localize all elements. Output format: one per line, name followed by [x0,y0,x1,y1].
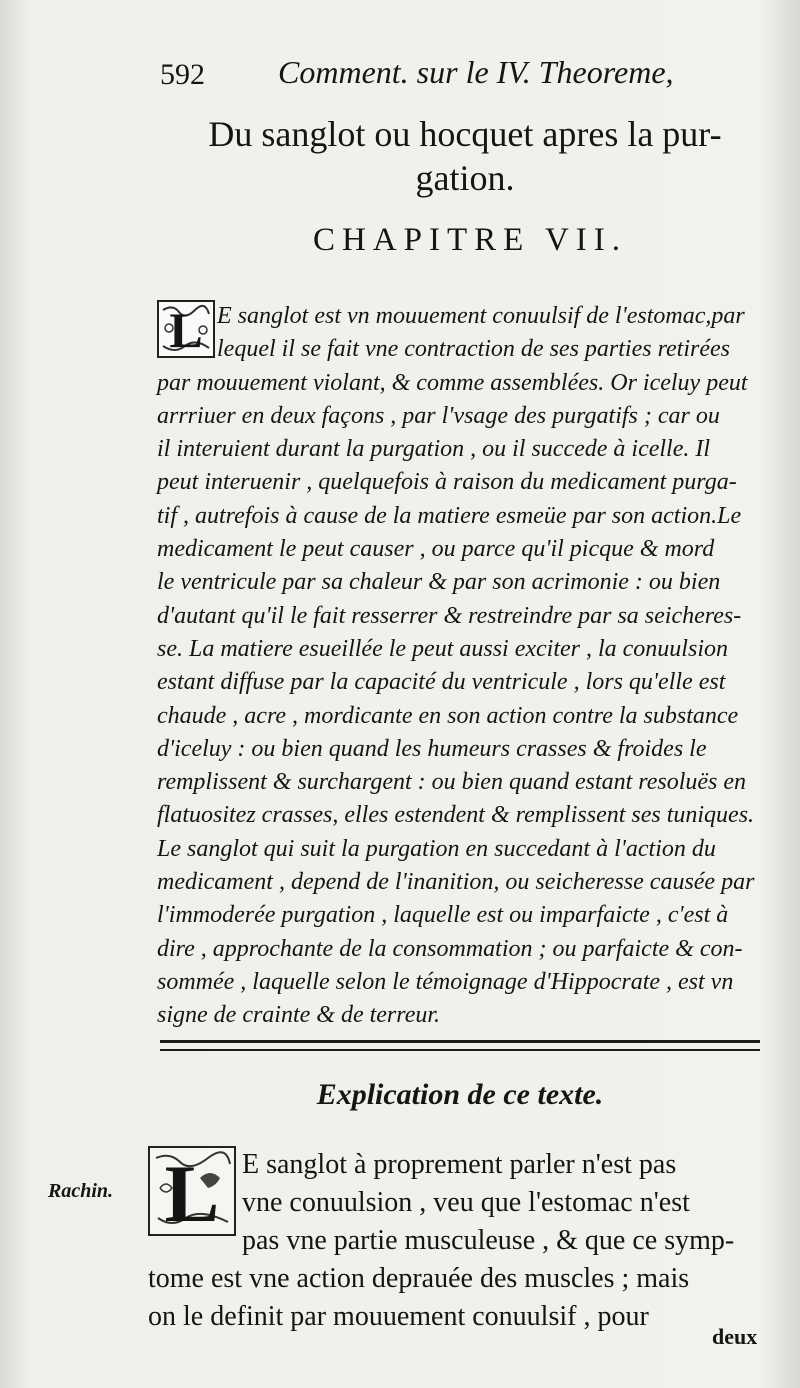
text-line: lequel il se fait vne contraction de ses parties retirées [217,336,730,363]
text-line: estant diffuse par la capacité du ventricule , lors qu'elle est [157,669,726,696]
explication-body-text [148,1146,764,1336]
text-line: d'autant qu'il le fait resserrer & restreindre par sa seicheres- [157,602,742,629]
text-line: remplissent & surchargent : ou bien quand estant resoluës en [157,769,747,796]
page-number: 592 [160,58,205,91]
text-line: signe de crainte & de terreur. [157,1002,441,1029]
initial-letter: L [164,1148,220,1239]
chapter-body-text [157,300,767,1033]
explication-title: Explication de ce texte. [316,1078,604,1111]
text-line: tif , autrefois à cause de la matiere esmeüe par son action.Le [157,502,742,529]
running-head: Comment. sur le IV. Theoreme, [278,54,674,90]
initial-letter: L [169,302,203,358]
text-line: peut interuenir , quelquefois à raison du medicament purga- [157,469,737,496]
text-line: pas vne partie musculeuse , & que ce symp- [242,1225,735,1256]
text-line: par mouuement violant, & comme assemblées. Or iceluy peut [157,369,748,396]
text-line: arrriuer en deux façons , par l'vsage des purgatifs ; car ou [157,402,720,429]
ornamental-initial [148,1146,236,1239]
text-line: il interuient durant la purgation , ou il succede à icelle. Il [157,436,711,463]
text-line: medicament , depend de l'inanition, ou seicheresse causée par [157,869,755,896]
text-line: l'immoderée purgation , laquelle est ou imparfaicte , c'est à [157,902,729,929]
text-line: E sanglot à proprement parler n'est pas [242,1149,677,1180]
chapter-heading: CHAPITRE VII. [312,222,628,258]
text-line: sommée , laquelle selon le témoignage d'Hippocrate , est vn [157,968,734,995]
section-title [150,112,780,200]
text-line: flatuositez crasses, elles estendent & remplissent ses tuniques. [157,802,755,829]
text-line: dire , approchante de la consommation ; ou parfaicte & con- [157,935,743,962]
text-line: medicament le peut causer , ou parce qu'il picque & mord [157,536,715,563]
text-line: le ventricule par sa chaleur & par son acrimonie : ou bien [157,569,721,596]
text-line: d'iceluy : ou bien quand les humeurs crasses & froides le [157,735,707,762]
text-line: tome est vne action deprauée des muscles ; mais [148,1263,690,1294]
text-line: chaude , acre , mordicante en son action contre la substance [157,702,739,729]
catchword: deux [712,1324,758,1349]
text-line: Le sanglot qui suit la purgation en succedant à l'action du [157,835,716,862]
ornamental-initial [157,300,215,358]
section-title-line: gation. [415,158,515,198]
page-header [160,52,720,98]
text-line: se. La matiere esueillée le peut aussi exciter , la conuulsion [157,635,728,662]
section-title-line: Du sanglot ou hocquet apres la pur- [208,114,722,154]
text-line: on le definit par mouuement conuulsif , pour [148,1301,649,1332]
section-divider [160,1040,760,1051]
text-line: vne conuulsion , veu que l'estomac n'est [242,1187,690,1218]
text-line: E sanglot est vn mouuement conuulsif de l'estomac,par [217,303,745,329]
margin-note: Rachin. [48,1180,114,1202]
